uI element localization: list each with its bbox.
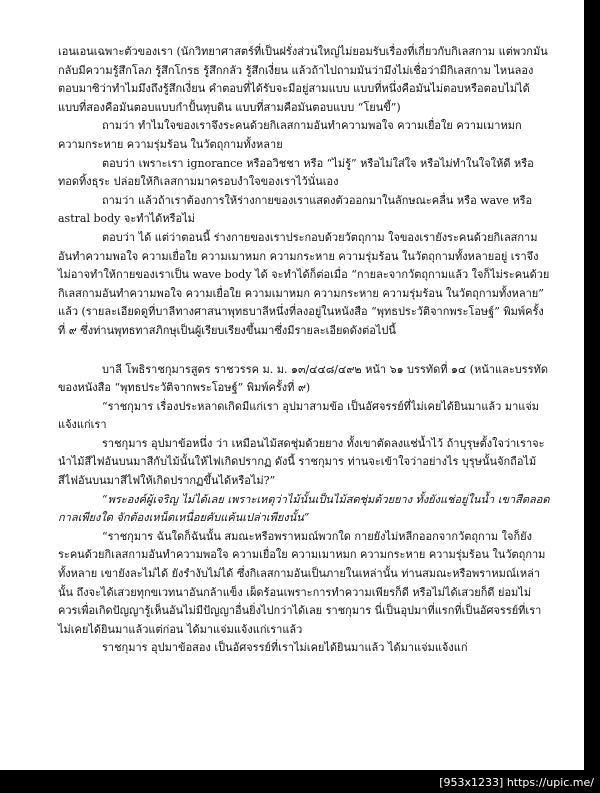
paragraph-intro: เอนเอนเฉพาะตัวของเรา (นักวิทยาศาสตร์ที่เป็นฝรั่งส่วนใหญ่ไม่ยอมรับเรื่องที่เกี่ยวกับกิเลสกาม แต่พวกมันกลับมีความรู้สึกโลภ รู้สึกโกรธ รู้สึกกลัว รู้สึกเงี่ยน แล้วถ้าไปถามมันว่ามึงไม่เชื่อว่ามีกิเลสกาม ไหนลองตอบมาซิว่าทำไมมึงถึงรู้สึกเงี่ยน คำตอบที่ได้รับจะมีอยู่สามแบบ แบบที่หนึ่งคือมันไม่ตอบหรือตอบไม่ได้ แบบที่สองคือมันตอบแบบกำปั้นทุบดิน แบบที่สามคือมันตอบแบบ “โยนขี้”): [58, 45, 548, 114]
image-host-watermark: [953x1233] https://upic.me/: [435, 775, 598, 791]
paragraph-quote-4: “ราชกุมาร ฉันใดก็ฉันนั้น สมณะหรือพราหมณ์พวกใด กายยังไม่หลีกออกจากวัตถุกาม ใจก็ยังระคนด้วยกิเลสกามอันทำความพอใจ ความเยื่อใย ความเมาหมก ความกระหาย ความรุ่มร้อน ในวัตถุกามทั้งหลาย เขายังละไม่ได้ ยังรำงับไม่ได้ ซึ่งกิเลสกามอันเป็นภายในเหล่านั้น ท่านสมณะหรือพราหมณ์เหล่านั้น ถึงจะได้เสวยทุกขเวทนาอันกล้าแข็ง เผ็ดร้อนเพราะการทำความเพียรก็ดี หรือไม่ได้เสวยก็ดี ย่อมไม่ควรเพื่อเกิดปัญญารู้เห็นอันไม่มีปัญญาอื่นยิ่งไปกว่าได้เลย ราชกุมาร นี่เป็นอุปมาที่แรกที่เป็นอัศจรรย์ที่เราไม่เคยได้ยินมาแล้วแต่ก่อน ได้มาแจ่มแจ้งแก่เราแล้ว: [58, 529, 546, 636]
paragraph-quote-5: ราชกุมาร อุปมาข้อสอง เป็นอัศจรรย์ที่เราไม่เคยได้ยินมาแล้ว ได้มาแจ่มแจ้งแก่: [102, 641, 468, 655]
paragraph-question-2: ถามว่า แล้วถ้าเราต้องการให้ร่างกายของเราแสดงตัวออกมาในลักษณะคลื่น หรือ wave หรือ astral body จะทำได้หรือไม่: [58, 193, 533, 226]
paragraph-question-1: ถามว่า ทำไมใจของเราจึงระคนด้วยกิเลสกามอันทำความพอใจ ความเยื่อใย ความเมาหมก ความกระหาย ความรุ่มร้อน ในวัตถุกามทั้งหลาย: [58, 119, 522, 151]
paragraph-quote-2: ราชกุมาร อุปมาข้อหนึ่ง ว่า เหมือนไม้สดชุ่มด้วยยาง ทั้งเขาตัดลงแช่น้ำไว้ ถ้าบุรุษตั้งใจว่าเราจะนำไม้สีไฟอันบนมาสีกับไม้นั้นให้ไฟเกิดปรากฏ ดังนี้ ราชกุมาร ท่านจะเข้าใจว่าอย่างไร บุรุษนั้นจักถือไม้สีไฟอันบนมาสีไฟให้เกิดปรากฏขึ้นได้หรือไม่?”: [58, 436, 545, 488]
paragraph-pali-reference: บาลี โพธิราชกุมารสูตร ราชวรรค ม. ม. ๑๓/๔๔๘/๔๙๒ หน้า ๖๑ บรรทัดที่ ๑๔ (หน้าและบรรทัดของหนังสือ “พุทธประวัติจากพระโอษฐ์” พิมพ์ครั้งที่ ๙): [58, 362, 548, 395]
paragraph-answer-1: ตอบว่า เพราะเรา ignorance หรืออวิชชา หรือ “ไม่รู้” หรือไม่ใส่ใจ หรือไม่ทำในใจให้ดี หรือทอดทิ้งธุระ ปล่อยให้กิเลสกามมาครอบงำใจของเราไว้นั่นเอง: [58, 156, 534, 189]
paragraph-answer-2: ตอบว่า ได้ แต่ว่าตอนนี้ ร่างกายของเราประกอบด้วยวัตถุกาม ใจของเรายังระคนด้วยกิเลสกามอันทำความพอใจ ความเยื่อใย ความเมาหมก ความกระหาย ความรุ่มร้อน ในวัตถุกามทั้งหลายอยู่ เราจึงไม่อาจทำให้กายของเราเป็น wave body ได้ จะทำได้ก็ต่อเมื่อ “กายละจากวัตถุกามแล้ว ใจก็ไม่ระคนด้วยกิเลสกามอันทำความพอใจ ความเยื่อใย ความเมาหมก ความกระหาย ความรุ่มร้อน ในวัตถุกามทั้งหลาย” แล้ว (รายละเอียดดูที่บาลีทางศาสนาพุทธบาลีหนึ่งที่ลงอยู่ในหนังสือ “พุทธประวัติจากพระโอษฐ์” พิมพ์ครั้งที่ ๙ ซึ่งท่านพุทธทาสภิกษุเป็นผู้เรียบเรียงขึ้นมาซึ่งมีรายละเอียดดังต่อไปนี้: [58, 230, 550, 337]
paragraph-spacer: [58, 341, 550, 361]
paragraph-quote-1: “ราชกุมาร เรื่องประหลาดเกิดมีแก่เรา อุปมาสามข้อ เป็นอัศจรรย์ที่ไม่เคยได้ยินมาแล้ว มาแจ่มแจ้งแก่เรา: [58, 399, 540, 432]
paragraph-quote-3: “พระองค์ผู้เจริญ ไม่ได้เลย เพราะเหตุว่าไม้นั้นเป็นไม้สดชุ่มด้วยยาง ทั้งยังแช่อยู่ในน้ำ เขาสีตลอดกาลเพียงใด จักต้องเหน็ดเหนื่อยคับแค้นเปล่าเพียงนั้น”: [58, 492, 550, 525]
